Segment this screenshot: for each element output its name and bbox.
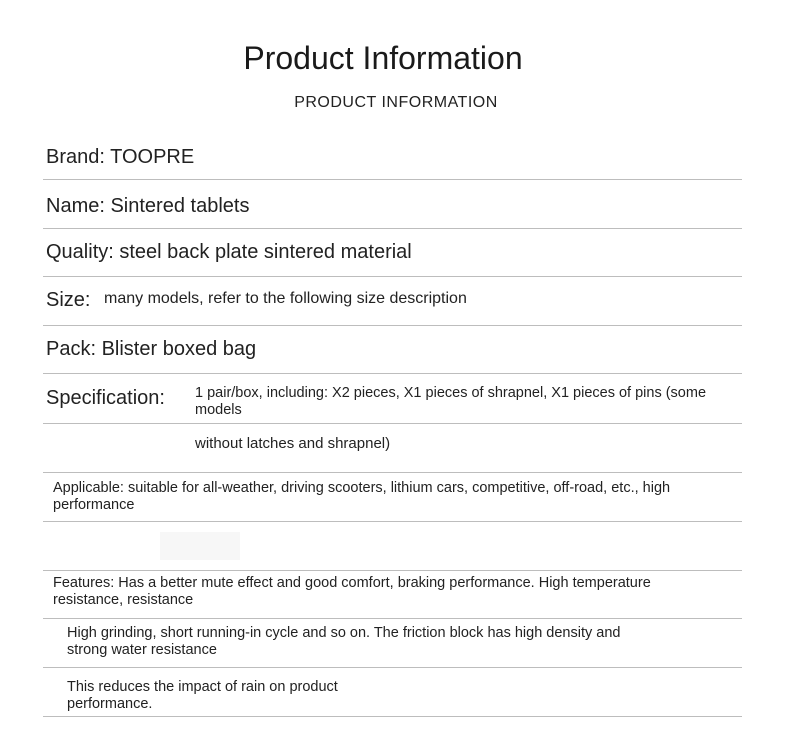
faint-background-block — [160, 532, 240, 560]
divider — [43, 570, 742, 571]
page-subtitle: PRODUCT INFORMATION — [294, 94, 498, 111]
specification-value: 1 pair/box, including: X2 pieces, X1 pieces of shrapnel, X1 pieces of pins (some models — [195, 385, 707, 418]
divider — [43, 716, 742, 717]
specification-label: Specification: — [46, 387, 165, 409]
size-label: Size: — [46, 289, 91, 311]
divider — [43, 423, 742, 424]
divider — [43, 667, 742, 668]
brand-row: Brand: TOOPRE — [46, 146, 195, 168]
page-title: Product Information — [243, 40, 523, 76]
pack-row: Pack: Blister boxed bag — [46, 338, 257, 360]
size-value: many models, refer to the following size description — [104, 290, 467, 307]
name-row: Name: Sintered tablets — [46, 195, 250, 217]
features-row-final: This reduces the impact of rain on product performance. — [67, 679, 338, 712]
specification-value-continued: without latches and shrapnel) — [195, 435, 391, 452]
divider — [43, 179, 742, 180]
features-row: Features: Has a better mute effect and good comfort, braking performance. High temperature resistance, resistance — [53, 575, 651, 608]
applicable-row: Applicable: suitable for all-weather, driving scooters, lithium cars, competitive, off-road, etc., high performance — [53, 480, 671, 513]
divider — [43, 228, 742, 229]
features-row-continued: High grinding, short running-in cycle and so on. The friction block has high density and strong water resistance — [67, 625, 621, 658]
quality-row: Quality: steel back plate sintered material — [46, 241, 412, 263]
divider — [43, 618, 742, 619]
divider — [43, 276, 742, 277]
divider — [43, 373, 742, 374]
divider — [43, 521, 742, 522]
divider — [43, 325, 742, 326]
divider — [43, 472, 742, 473]
